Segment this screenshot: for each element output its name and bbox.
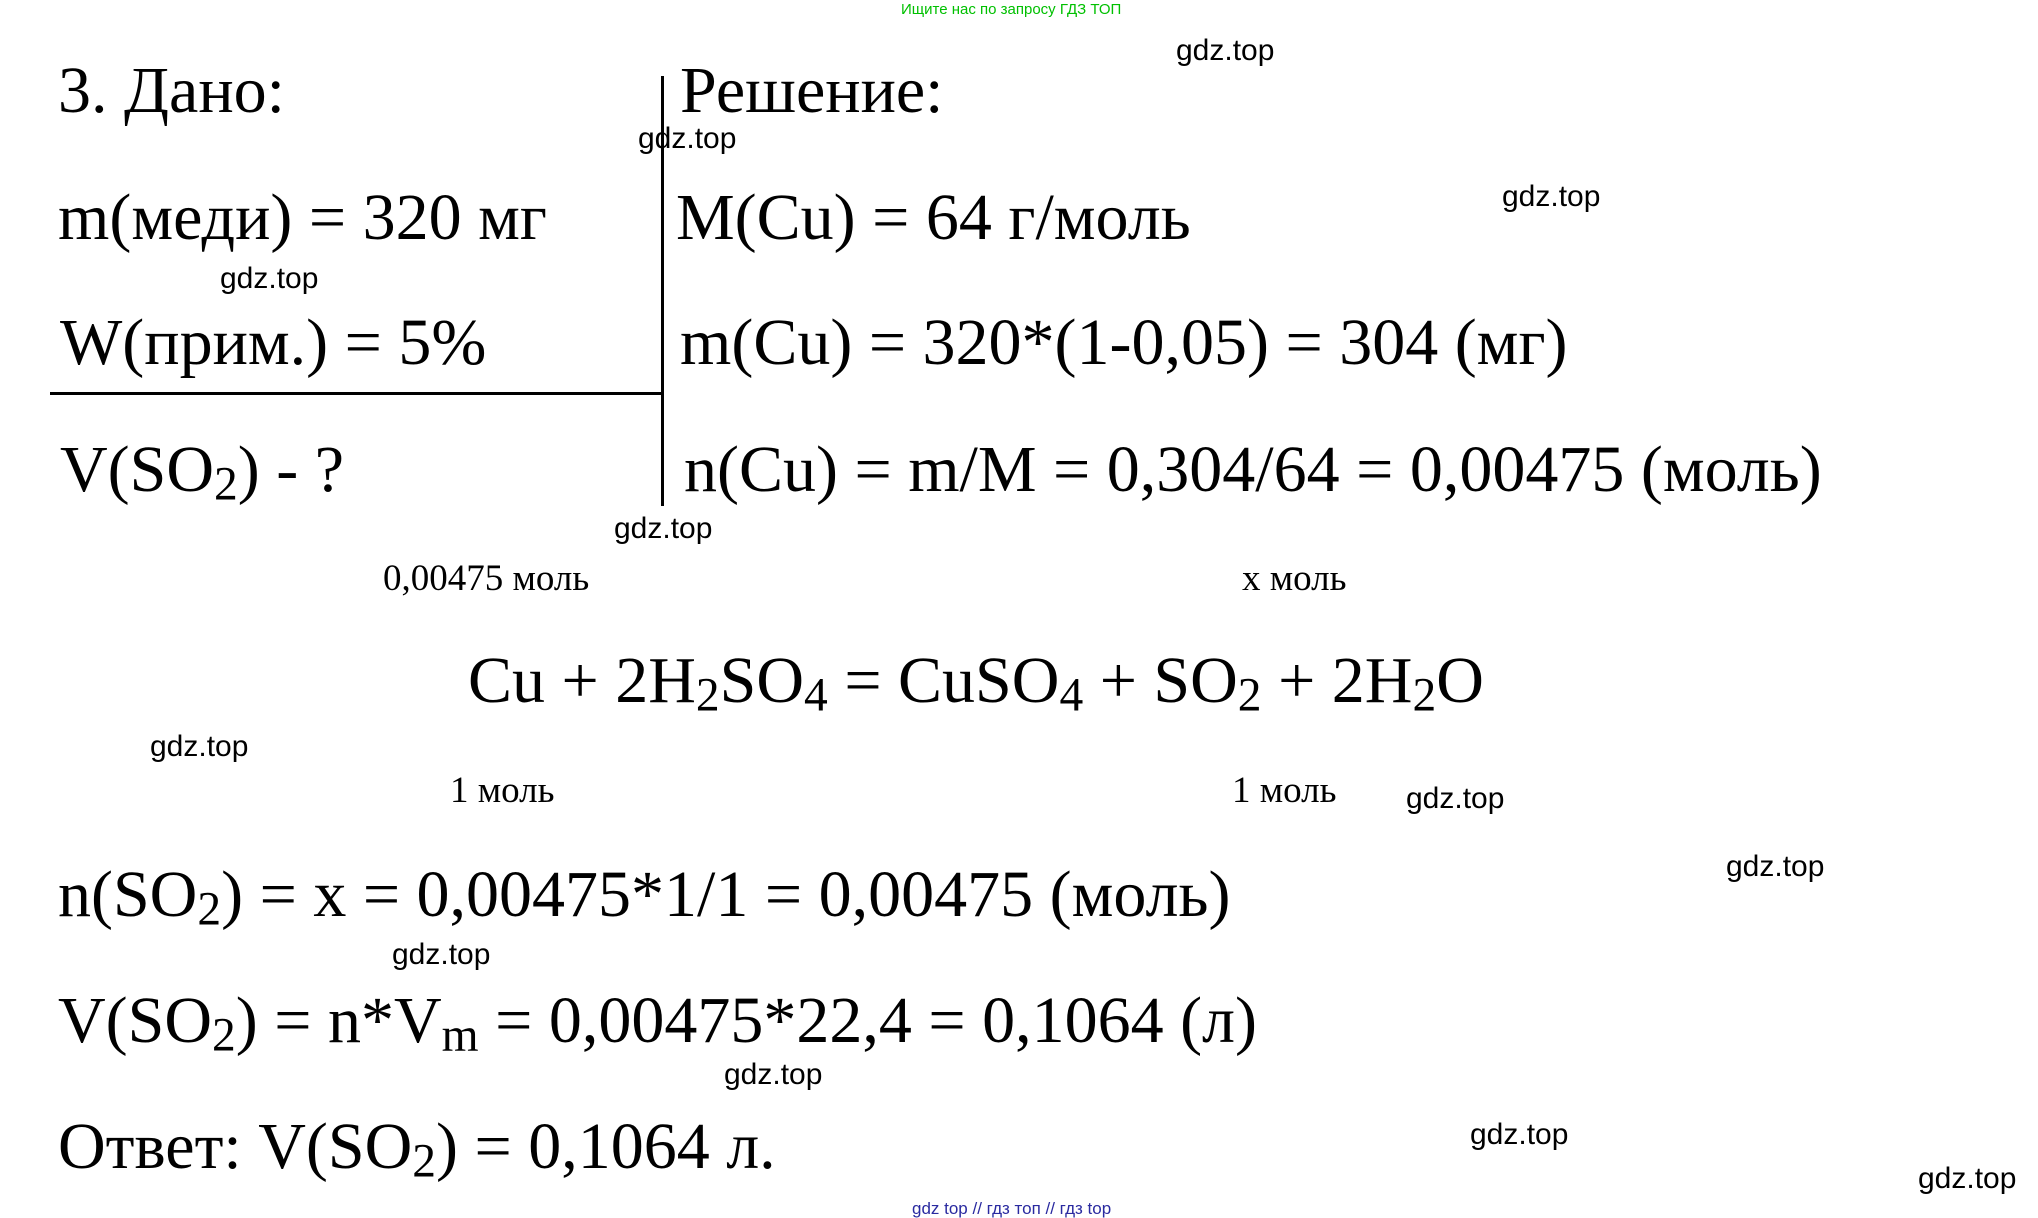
watermark: gdz.top [1502,180,1601,213]
watermark: gdz.top [614,512,713,545]
reaction-above-left: 0,00475 моль [383,558,590,599]
watermark: gdz.top [1406,782,1505,815]
solution-pure-mass: m(Cu) = 320*(1-0,05) = 304 (мг) [680,306,1568,379]
solution-molar-mass: M(Cu) = 64 г/моль [676,181,1191,254]
given-title: 3. Дано: [58,54,285,127]
reaction-below-left: 1 моль [450,770,555,811]
solution-moles-cu: n(Cu) = m/M = 0,304/64 = 0,00475 (моль) [684,433,1822,506]
solution-title: Решение: [680,54,944,127]
given-mass: m(меди) = 320 мг [58,181,547,254]
calc-moles-so2: $n(SO_2) = x = 0,00475*1/1 = 0,00475$ (моль) [58,858,1231,936]
watermark: gdz.top [1470,1118,1569,1151]
watermark: gdz.top [220,262,319,295]
watermark: gdz.top [392,938,491,971]
watermark: gdz.top [724,1058,823,1091]
reaction-above-right: x моль [1242,558,1347,599]
reaction-equation: $Cu + 2H_2SO_4$ = CuSO$_4$ + $SO_2 + 2H_2O$ [468,644,1484,722]
answer: Ответ: $V(SO_2) = 0,1064$ л. [58,1110,776,1188]
given-impurity: W(прим.) = 5% [60,306,487,379]
watermark: gdz.top [1176,34,1275,67]
watermark: gdz.top [150,730,249,763]
footer-links[interactable]: gdz top // гдз топ // гдз top [912,1199,1112,1218]
search-hint-link[interactable]: Ищите нас по запросу ГДЗ ТОП [901,1,1122,18]
given-find-divider [50,392,663,395]
watermark: gdz.top [638,122,737,155]
given-find: $V(SO_2)$ - ? [60,433,345,511]
watermark: gdz.top [1726,850,1825,883]
calc-volume-so2: $V(SO_2) = n*V_m = 0,00475*22,4 = 0,1064$ (л) [58,984,1257,1062]
watermark: gdz.top [1918,1162,2017,1195]
reaction-below-right: 1 моль [1232,770,1337,811]
